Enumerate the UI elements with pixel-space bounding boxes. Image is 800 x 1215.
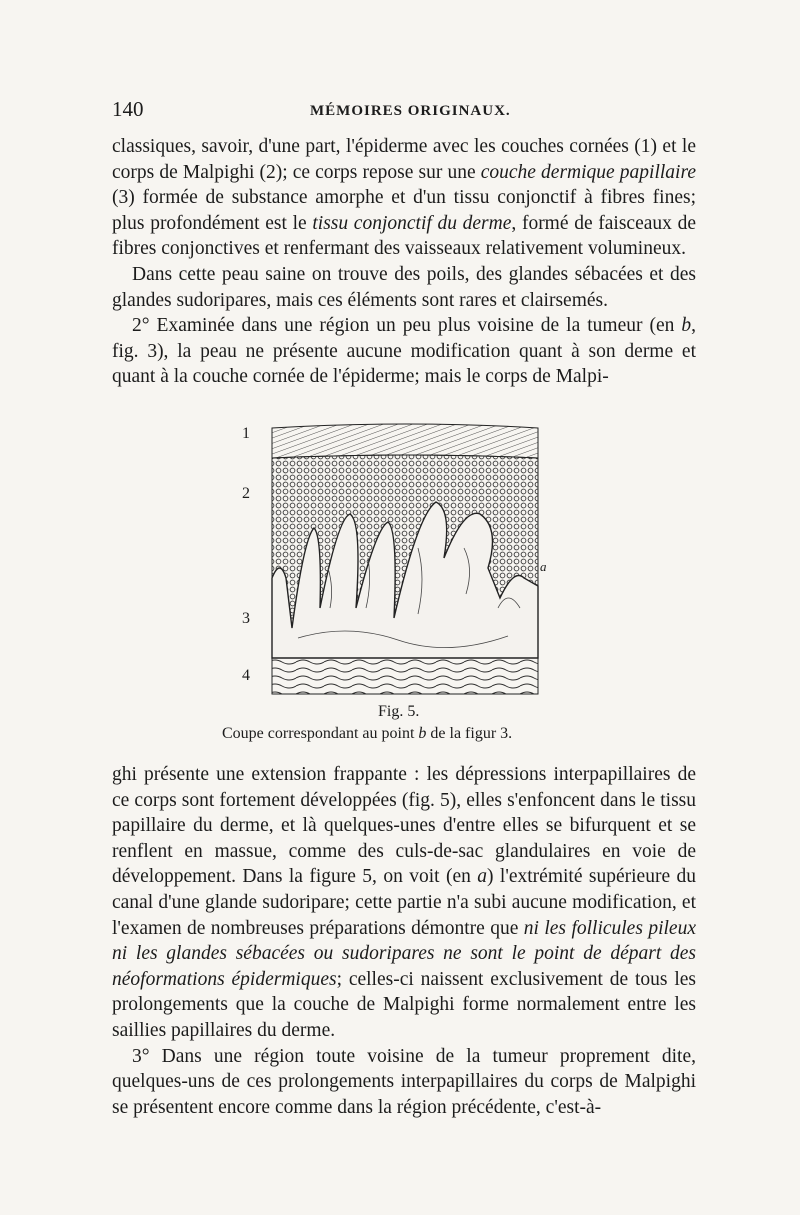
italic-term: tissu conjonctif du derme [312, 212, 512, 234]
italic-term: couche dermique papillaire [480, 161, 696, 183]
italic-term: b [681, 315, 692, 337]
paragraph-5: 3° Dans une région toute voisine de la tumeur proprement dite, quelques-uns de ces prolongements interpapillaires du corps de Malpighi se présentent encore comme dans la région précédente, c'est-à- [112, 1045, 696, 1118]
figure-illustration [236, 418, 556, 708]
paragraph-4: ghi présente une extension frappante : les dépressions interpapillaires de ce corps sont fortement développées (fig. 5), elles s'enfoncent dans le tissu papillaire du derme, et là quelques-unes d'entre elles se bifurquent et se renflent en massue, comme des culs-de-sac glandulaires en voie de développement. Dans la figure 5, on voit (en a) l'extrémité supérieure du canal d'une glande sudoripare; cette partie n'a subi aucune modification, et l'examen de nombreuses préparations démontre que ni les follicules pileux ni les glandes sébacées ou sudoripares ne sont le point de départ des néoformations épidermiques; celles-ci naissent exclusivement de tous les prolongements que la couche de Malpighi forme normalement entre les saillies papillaires du derme. [112, 764, 696, 1041]
italic-term: a [477, 866, 488, 888]
page-header [112, 97, 702, 131]
figure-number: Fig. 5. [378, 703, 420, 720]
figure-label-3: 3 [242, 610, 250, 627]
running-head: MÉMOIRES ORIGINAUX. [310, 103, 511, 119]
figure-label-1: 1 [242, 425, 250, 442]
top-text-block [112, 134, 696, 390]
italic-term: ni les follicules pileux ni les glandes sébacées ou sudoripares ne sont le point de départ des néoformations épidermiques [112, 917, 696, 990]
bottom-text-block [112, 762, 696, 1120]
page-number: 140 [112, 97, 144, 121]
figure-annotation-a: a [540, 559, 547, 574]
paragraph-1: classiques, savoir, d'une part, l'épiderme avec les couches cornées (1) et le corps de Malpighi (2); ce corps repose sur une couche dermique papillaire (3) formée de substance amorphe et d'un tissu conjonctif à fibres fines; plus profondément est le tissu conjonctif du derme, formé de faisceaux de fibres conjonctives et renfermant des vaisseaux relativement volumineux. [112, 136, 696, 260]
figure-label-2: 2 [242, 485, 250, 502]
figure-caption: Coupe correspondant au point b de la figur 3. [222, 725, 513, 742]
paragraph-2: Dans cette peau saine on trouve des poils, des glandes sébacées et des glandes sudoripares, mais ces éléments sont rares et clairsemés. [112, 263, 696, 311]
paragraph-3: 2° Examinée dans une région un peu plus voisine de la tumeur (en b, fig. 3), la peau ne présente aucune modification quant à son derme et quant à la couche cornée de l'épiderme; mais le corps de Malpi- [112, 315, 696, 388]
skin-section-engraving [268, 418, 544, 698]
figure-label-4: 4 [242, 667, 250, 684]
